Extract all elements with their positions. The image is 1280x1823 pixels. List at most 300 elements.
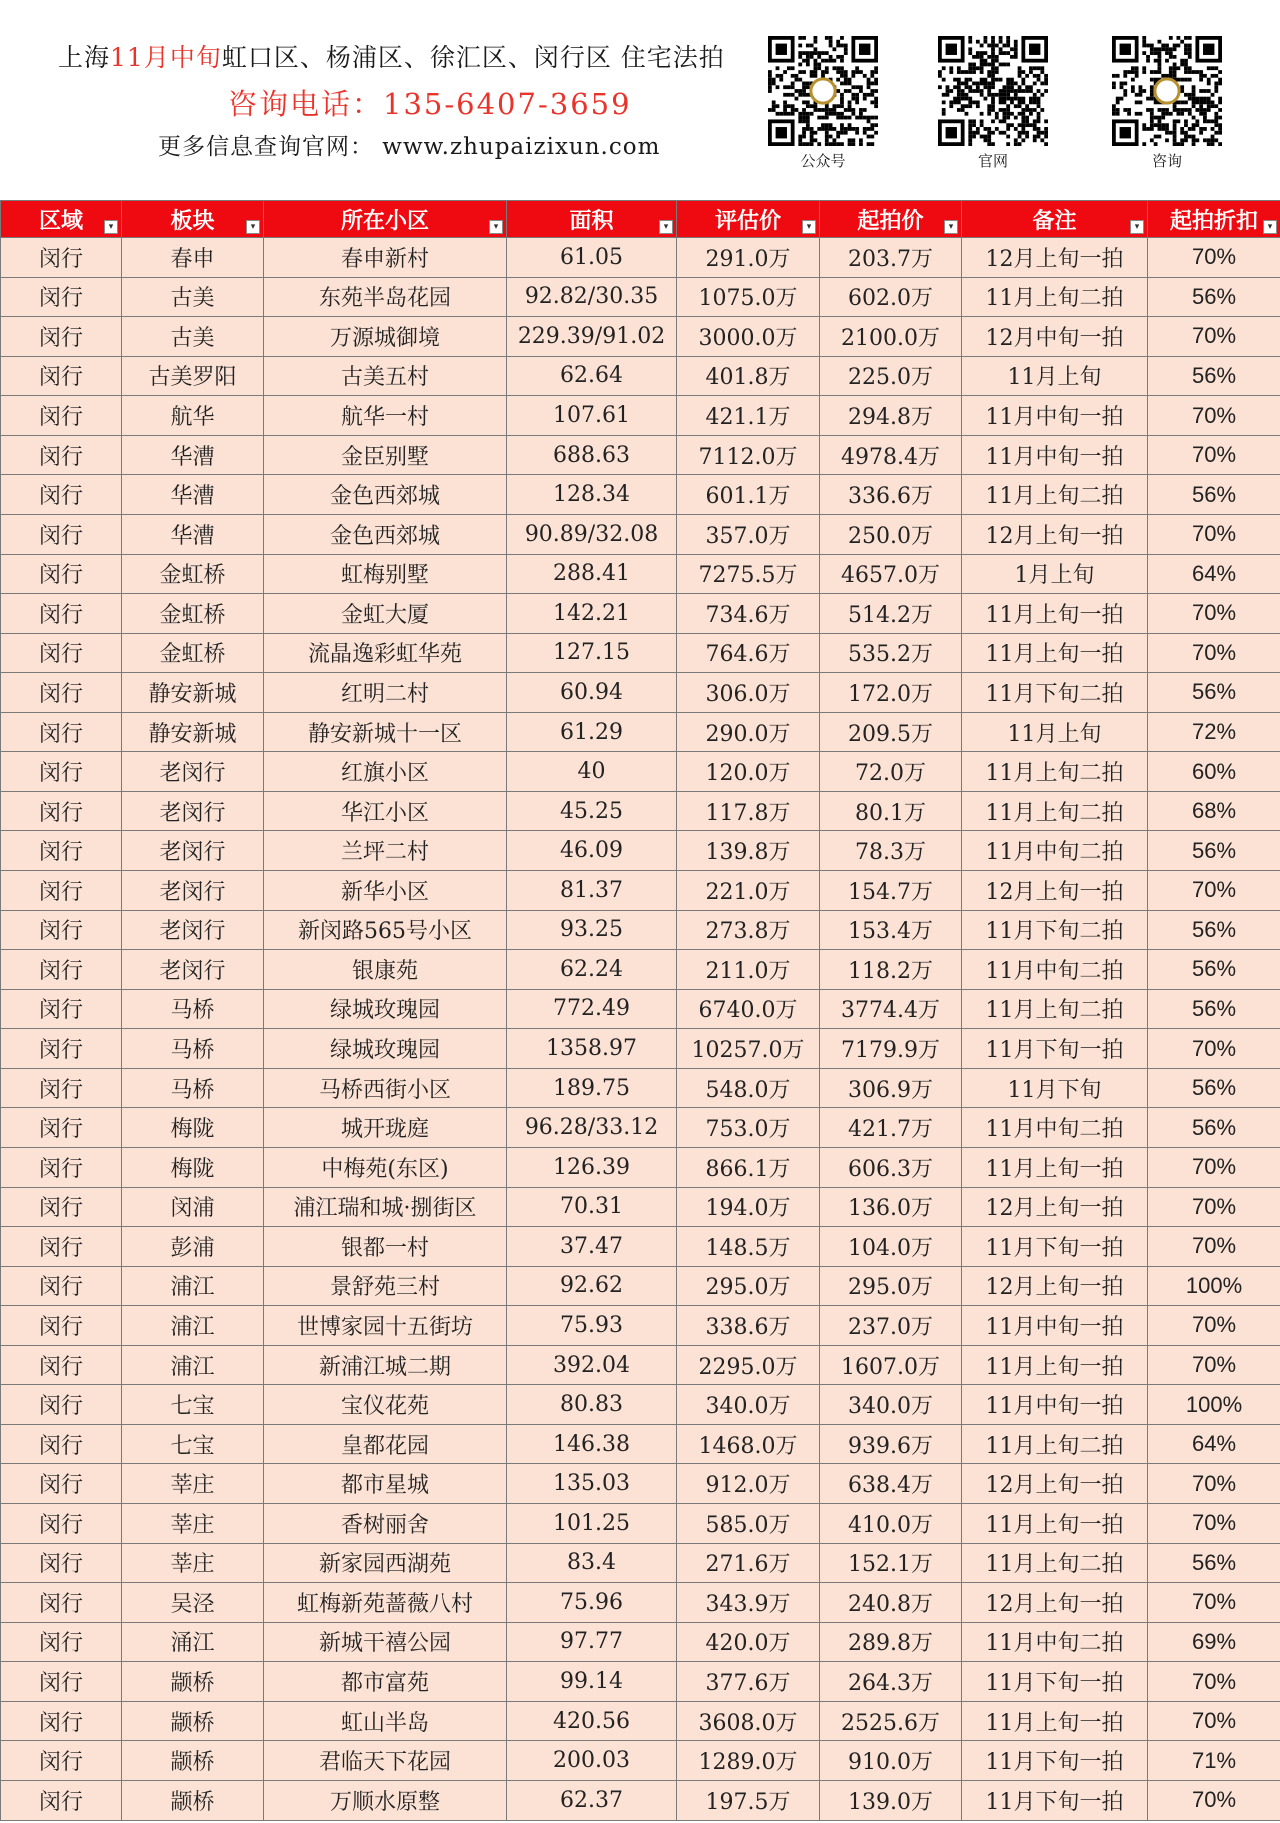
cell-notes: 11月上旬一拍 <box>962 1701 1148 1741</box>
cell-appraisal: 548.0万 <box>677 1068 820 1108</box>
cell-district: 闵行 <box>1 1464 122 1504</box>
column-header-district[interactable] <box>1 201 122 238</box>
table-row[interactable] <box>1 1662 1280 1702</box>
cell-notes: 12月上旬一拍 <box>962 1464 1148 1504</box>
cell-block: 老闵行 <box>122 752 264 792</box>
column-header-starting-price[interactable] <box>820 201 962 238</box>
cell-block: 静安新城 <box>122 712 264 752</box>
cell-discount: 72% <box>1148 712 1280 752</box>
cell-community: 城开珑庭 <box>264 1108 507 1148</box>
page-title <box>58 38 725 74</box>
cell-community: 航华一村 <box>264 396 507 436</box>
table-row[interactable] <box>1 1266 1280 1306</box>
cell-notes: 11月下旬二拍 <box>962 910 1148 950</box>
column-header-label: 起拍价 <box>857 208 924 234</box>
filter-dropdown-icon[interactable]: ▾ <box>104 220 118 234</box>
cell-block: 莘庄 <box>122 1543 264 1583</box>
cell-appraisal: 148.5万 <box>677 1227 820 1267</box>
table-row[interactable] <box>1 514 1280 554</box>
cell-community: 虹梅别墅 <box>264 554 507 594</box>
cell-notes: 11月中旬一拍 <box>962 435 1148 475</box>
cell-notes: 11月下旬一拍 <box>962 1741 1148 1781</box>
cell-discount: 70% <box>1148 1662 1280 1702</box>
cell-notes: 11月中旬二拍 <box>962 1108 1148 1148</box>
website-line[interactable]: 更多信息查询官网： www.zhupaizixun.com <box>158 134 661 160</box>
cell-discount: 70% <box>1148 1504 1280 1544</box>
cell-starting-price: 606.3万 <box>820 1147 962 1187</box>
cell-appraisal: 306.0万 <box>677 673 820 713</box>
column-header-area[interactable] <box>507 201 677 238</box>
cell-discount: 71% <box>1148 1741 1280 1781</box>
cell-block: 七宝 <box>122 1424 264 1464</box>
cell-appraisal: 295.0万 <box>677 1266 820 1306</box>
cell-starting-price: 153.4万 <box>820 910 962 950</box>
cell-area: 92.82/30.35 <box>507 277 677 317</box>
cell-discount: 100% <box>1148 1266 1280 1306</box>
qr-code-icon[interactable] <box>938 36 1048 146</box>
cell-district: 闵行 <box>1 554 122 594</box>
filter-dropdown-icon[interactable]: ▾ <box>1130 220 1144 234</box>
cell-discount: 70% <box>1148 396 1280 436</box>
cell-discount: 70% <box>1148 1029 1280 1069</box>
cell-community: 中梅苑(东区) <box>264 1147 507 1187</box>
cell-block: 古美 <box>122 277 264 317</box>
cell-district: 闵行 <box>1 989 122 1029</box>
cell-discount: 64% <box>1148 554 1280 594</box>
qr-label-website: 官网 <box>977 152 1008 170</box>
cell-appraisal: 3608.0万 <box>677 1701 820 1741</box>
cell-district: 闵行 <box>1 1385 122 1425</box>
cell-starting-price: 421.7万 <box>820 1108 962 1148</box>
cell-discount: 56% <box>1148 1068 1280 1108</box>
table-row[interactable] <box>1 950 1280 990</box>
cell-discount: 70% <box>1148 1306 1280 1346</box>
cell-district: 闵行 <box>1 514 122 554</box>
column-header-discount[interactable] <box>1148 201 1280 238</box>
cell-discount: 56% <box>1148 910 1280 950</box>
cell-area: 75.93 <box>507 1306 677 1346</box>
cell-district: 闵行 <box>1 633 122 673</box>
cell-community: 银康苑 <box>264 950 507 990</box>
cell-area: 80.83 <box>507 1385 677 1425</box>
qr-label-official-account: 公众号 <box>800 152 846 170</box>
cell-block: 华漕 <box>122 435 264 475</box>
cell-appraisal: 291.0万 <box>677 238 820 278</box>
cell-district: 闵行 <box>1 396 122 436</box>
cell-area: 40 <box>507 752 677 792</box>
cell-district: 闵行 <box>1 1029 122 1069</box>
cell-discount: 70% <box>1148 594 1280 634</box>
table-row[interactable] <box>1 554 1280 594</box>
cell-area: 81.37 <box>507 871 677 911</box>
cell-district: 闵行 <box>1 673 122 713</box>
cell-appraisal: 764.6万 <box>677 633 820 673</box>
column-header-label: 面积 <box>569 208 614 234</box>
cell-notes: 11月上旬二拍 <box>962 752 1148 792</box>
cell-community: 世博家园十五街坊 <box>264 1306 507 1346</box>
table-row[interactable] <box>1 1504 1280 1544</box>
cell-area: 392.04 <box>507 1345 677 1385</box>
cell-block: 颛桥 <box>122 1662 264 1702</box>
cell-block: 金虹桥 <box>122 554 264 594</box>
cell-discount: 56% <box>1148 673 1280 713</box>
cell-notes: 11月中旬二拍 <box>962 831 1148 871</box>
cell-discount: 70% <box>1148 871 1280 911</box>
cell-area: 83.4 <box>507 1543 677 1583</box>
cell-starting-price: 240.8万 <box>820 1583 962 1623</box>
cell-discount: 70% <box>1148 435 1280 475</box>
cell-discount: 70% <box>1148 1583 1280 1623</box>
cell-notes: 11月上旬二拍 <box>962 989 1148 1029</box>
cell-community: 宝仪花苑 <box>264 1385 507 1425</box>
table-row[interactable] <box>1 1068 1280 1108</box>
cell-block: 闵浦 <box>122 1187 264 1227</box>
cell-starting-price: 514.2万 <box>820 594 962 634</box>
cell-district: 闵行 <box>1 791 122 831</box>
cell-appraisal: 1468.0万 <box>677 1424 820 1464</box>
cell-block: 春申 <box>122 238 264 278</box>
cell-discount: 56% <box>1148 1543 1280 1583</box>
cell-area: 189.75 <box>507 1068 677 1108</box>
table-row[interactable] <box>1 1780 1280 1820</box>
page-header <box>0 0 1280 200</box>
cell-community: 都市星城 <box>264 1464 507 1504</box>
cell-block: 金虹桥 <box>122 633 264 673</box>
cell-community: 景舒苑三村 <box>264 1266 507 1306</box>
cell-district: 闵行 <box>1 1306 122 1346</box>
cell-area: 229.39/91.02 <box>507 317 677 357</box>
cell-appraisal: 221.0万 <box>677 871 820 911</box>
table-row[interactable] <box>1 673 1280 713</box>
cell-notes: 11月上旬二拍 <box>962 475 1148 515</box>
cell-appraisal: 340.0万 <box>677 1385 820 1425</box>
table-row[interactable] <box>1 633 1280 673</box>
cell-community: 绿城玫瑰园 <box>264 989 507 1029</box>
cell-community: 新浦江城二期 <box>264 1345 507 1385</box>
cell-notes: 11月上旬二拍 <box>962 1424 1148 1464</box>
filter-dropdown-icon[interactable]: ▾ <box>246 220 260 234</box>
table-row[interactable] <box>1 475 1280 515</box>
column-header-block[interactable] <box>122 201 264 238</box>
cell-block: 莘庄 <box>122 1464 264 1504</box>
cell-appraisal: 197.5万 <box>677 1780 820 1820</box>
column-header-notes[interactable] <box>962 201 1148 238</box>
cell-appraisal: 1075.0万 <box>677 277 820 317</box>
cell-appraisal: 2295.0万 <box>677 1345 820 1385</box>
cell-district: 闵行 <box>1 950 122 990</box>
filter-dropdown-icon[interactable]: ▾ <box>944 220 958 234</box>
cell-discount: 56% <box>1148 989 1280 1029</box>
cell-district: 闵行 <box>1 1147 122 1187</box>
table-row[interactable] <box>1 791 1280 831</box>
cell-appraisal: 10257.0万 <box>677 1029 820 1069</box>
cell-district: 闵行 <box>1 1583 122 1623</box>
cell-appraisal: 585.0万 <box>677 1504 820 1544</box>
cell-area: 62.64 <box>507 356 677 396</box>
cell-block: 吴泾 <box>122 1583 264 1623</box>
cell-notes: 11月中旬一拍 <box>962 396 1148 436</box>
cell-starting-price: 4657.0万 <box>820 554 962 594</box>
cell-block: 浦江 <box>122 1266 264 1306</box>
table-row[interactable] <box>1 910 1280 950</box>
cell-notes: 11月中旬二拍 <box>962 1622 1148 1662</box>
cell-block: 华漕 <box>122 514 264 554</box>
cell-community: 虹山半岛 <box>264 1701 507 1741</box>
table-row[interactable] <box>1 1543 1280 1583</box>
cell-district: 闵行 <box>1 1108 122 1148</box>
table-row[interactable] <box>1 1108 1280 1148</box>
cell-area: 61.05 <box>507 238 677 278</box>
cell-block: 老闵行 <box>122 871 264 911</box>
cell-block: 马桥 <box>122 1029 264 1069</box>
cell-discount: 70% <box>1148 317 1280 357</box>
filter-dropdown-icon[interactable]: ▾ <box>1263 220 1277 234</box>
cell-starting-price: 295.0万 <box>820 1266 962 1306</box>
cell-discount: 70% <box>1148 1780 1280 1820</box>
cell-area: 126.39 <box>507 1147 677 1187</box>
table-row[interactable] <box>1 1227 1280 1267</box>
cell-block: 古美罗阳 <box>122 356 264 396</box>
table-row[interactable] <box>1 277 1280 317</box>
cell-starting-price: 264.3万 <box>820 1662 962 1702</box>
cell-area: 128.34 <box>507 475 677 515</box>
cell-community: 华江小区 <box>264 791 507 831</box>
table-row[interactable] <box>1 871 1280 911</box>
table-row[interactable] <box>1 594 1280 634</box>
cell-notes: 12月中旬一拍 <box>962 317 1148 357</box>
cell-community: 流晶逸彩虹华苑 <box>264 633 507 673</box>
cell-discount: 70% <box>1148 238 1280 278</box>
table-row[interactable] <box>1 1622 1280 1662</box>
cell-area: 96.28/33.12 <box>507 1108 677 1148</box>
cell-area: 107.61 <box>507 396 677 436</box>
cell-area: 135.03 <box>507 1464 677 1504</box>
table-row[interactable] <box>1 1029 1280 1069</box>
cell-starting-price: 289.8万 <box>820 1622 962 1662</box>
cell-block: 马桥 <box>122 989 264 1029</box>
cell-appraisal: 866.1万 <box>677 1147 820 1187</box>
cell-notes: 11月下旬一拍 <box>962 1662 1148 1702</box>
cell-district: 闵行 <box>1 277 122 317</box>
cell-discount: 70% <box>1148 1345 1280 1385</box>
table-row[interactable] <box>1 1187 1280 1227</box>
table-row[interactable] <box>1 1464 1280 1504</box>
cell-community: 新家园西湖苑 <box>264 1543 507 1583</box>
table-header-row <box>1 201 1280 238</box>
cell-area: 1358.97 <box>507 1029 677 1069</box>
cell-district: 闵行 <box>1 871 122 911</box>
cell-notes: 11月中旬二拍 <box>962 950 1148 990</box>
cell-block: 颛桥 <box>122 1741 264 1781</box>
cell-appraisal: 290.0万 <box>677 712 820 752</box>
cell-starting-price: 340.0万 <box>820 1385 962 1425</box>
cell-district: 闵行 <box>1 831 122 871</box>
cell-community: 新城干禧公园 <box>264 1622 507 1662</box>
cell-appraisal: 401.8万 <box>677 356 820 396</box>
cell-discount: 56% <box>1148 1108 1280 1148</box>
cell-notes: 11月下旬一拍 <box>962 1780 1148 1820</box>
column-header-community[interactable] <box>264 201 507 238</box>
table-row[interactable] <box>1 317 1280 357</box>
cell-starting-price: 410.0万 <box>820 1504 962 1544</box>
cell-district: 闵行 <box>1 1780 122 1820</box>
cell-starting-price: 638.4万 <box>820 1464 962 1504</box>
cell-block: 老闵行 <box>122 910 264 950</box>
column-header-label: 起拍折扣 <box>1169 208 1258 234</box>
cell-area: 75.96 <box>507 1583 677 1623</box>
filter-dropdown-icon[interactable]: ▾ <box>659 220 673 234</box>
cell-starting-price: 78.3万 <box>820 831 962 871</box>
cell-notes: 12月上旬一拍 <box>962 514 1148 554</box>
cell-notes: 11月上旬二拍 <box>962 277 1148 317</box>
cell-notes: 11月上旬 <box>962 712 1148 752</box>
cell-appraisal: 420.0万 <box>677 1622 820 1662</box>
cell-discount: 64% <box>1148 1424 1280 1464</box>
table-body <box>1 238 1280 1821</box>
cell-area: 99.14 <box>507 1662 677 1702</box>
cell-community: 银都一村 <box>264 1227 507 1267</box>
cell-appraisal: 194.0万 <box>677 1187 820 1227</box>
cell-community: 皇都花园 <box>264 1424 507 1464</box>
cell-discount: 70% <box>1148 633 1280 673</box>
filter-dropdown-icon[interactable]: ▾ <box>489 220 503 234</box>
cell-notes: 11月上旬一拍 <box>962 1345 1148 1385</box>
cell-appraisal: 139.8万 <box>677 831 820 871</box>
cell-appraisal: 421.1万 <box>677 396 820 436</box>
cell-notes: 11月下旬 <box>962 1068 1148 1108</box>
cell-area: 200.03 <box>507 1741 677 1781</box>
cell-appraisal: 343.9万 <box>677 1583 820 1623</box>
cell-area: 60.94 <box>507 673 677 713</box>
cell-community: 马桥西街小区 <box>264 1068 507 1108</box>
table-row[interactable] <box>1 712 1280 752</box>
cell-starting-price: 209.5万 <box>820 712 962 752</box>
cell-notes: 11月中旬一拍 <box>962 1306 1148 1346</box>
cell-starting-price: 72.0万 <box>820 752 962 792</box>
cell-starting-price: 4978.4万 <box>820 435 962 475</box>
cell-notes: 12月上旬一拍 <box>962 238 1148 278</box>
cell-district: 闵行 <box>1 752 122 792</box>
table-row[interactable] <box>1 831 1280 871</box>
table-row[interactable] <box>1 1583 1280 1623</box>
table-row[interactable] <box>1 1345 1280 1385</box>
cell-community: 东苑半岛花园 <box>264 277 507 317</box>
cell-community: 香树丽舍 <box>264 1504 507 1544</box>
cell-community: 绿城玫瑰园 <box>264 1029 507 1069</box>
cell-appraisal: 601.1万 <box>677 475 820 515</box>
cell-appraisal: 912.0万 <box>677 1464 820 1504</box>
cell-block: 老闵行 <box>122 950 264 990</box>
cell-block: 涌江 <box>122 1622 264 1662</box>
cell-district: 闵行 <box>1 1741 122 1781</box>
cell-notes: 11月下旬一拍 <box>962 1227 1148 1267</box>
cell-community: 红明二村 <box>264 673 507 713</box>
cell-starting-price: 910.0万 <box>820 1741 962 1781</box>
cell-block: 马桥 <box>122 1068 264 1108</box>
cell-appraisal: 338.6万 <box>677 1306 820 1346</box>
cell-district: 闵行 <box>1 1187 122 1227</box>
table-row[interactable] <box>1 435 1280 475</box>
cell-appraisal: 7275.5万 <box>677 554 820 594</box>
cell-area: 101.25 <box>507 1504 677 1544</box>
column-header-appraisal[interactable] <box>677 201 820 238</box>
table-row[interactable] <box>1 1741 1280 1781</box>
cell-starting-price: 294.8万 <box>820 396 962 436</box>
cell-appraisal: 273.8万 <box>677 910 820 950</box>
table-row[interactable] <box>1 989 1280 1029</box>
cell-district: 闵行 <box>1 238 122 278</box>
cell-community: 静安新城十一区 <box>264 712 507 752</box>
cell-notes: 12月上旬一拍 <box>962 1266 1148 1306</box>
filter-dropdown-icon[interactable]: ▾ <box>802 220 816 234</box>
cell-community: 金臣别墅 <box>264 435 507 475</box>
table-row[interactable] <box>1 1424 1280 1464</box>
column-header-label: 区域 <box>38 208 83 234</box>
cell-starting-price: 104.0万 <box>820 1227 962 1267</box>
cell-starting-price: 225.0万 <box>820 356 962 396</box>
cell-discount: 56% <box>1148 950 1280 990</box>
cell-starting-price: 306.9万 <box>820 1068 962 1108</box>
table-row[interactable] <box>1 1306 1280 1346</box>
cell-area: 46.09 <box>507 831 677 871</box>
cell-starting-price: 172.0万 <box>820 673 962 713</box>
cell-block: 静安新城 <box>122 673 264 713</box>
table-row[interactable] <box>1 396 1280 436</box>
cell-discount: 70% <box>1148 1187 1280 1227</box>
cell-notes: 12月上旬一拍 <box>962 1187 1148 1227</box>
cell-starting-price: 1607.0万 <box>820 1345 962 1385</box>
cell-discount: 56% <box>1148 831 1280 871</box>
cell-community: 金色西郊城 <box>264 514 507 554</box>
cell-notes: 12月上旬一拍 <box>962 871 1148 911</box>
table-row[interactable] <box>1 1701 1280 1741</box>
cell-notes: 11月下旬一拍 <box>962 1029 1148 1069</box>
cell-discount: 70% <box>1148 1227 1280 1267</box>
qr-code-icon[interactable] <box>1112 36 1222 146</box>
cell-district: 闵行 <box>1 594 122 634</box>
cell-community: 春申新村 <box>264 238 507 278</box>
table-row[interactable] <box>1 238 1280 278</box>
cell-notes: 11月上旬一拍 <box>962 1504 1148 1544</box>
cell-discount: 56% <box>1148 277 1280 317</box>
cell-block: 梅陇 <box>122 1108 264 1148</box>
cell-block: 老闵行 <box>122 791 264 831</box>
cell-appraisal: 211.0万 <box>677 950 820 990</box>
table-row[interactable] <box>1 1147 1280 1187</box>
table-row[interactable] <box>1 1385 1280 1425</box>
cell-community: 兰坪二村 <box>264 831 507 871</box>
cell-starting-price: 154.7万 <box>820 871 962 911</box>
cell-discount: 68% <box>1148 791 1280 831</box>
cell-starting-price: 80.1万 <box>820 791 962 831</box>
cell-area: 37.47 <box>507 1227 677 1267</box>
cell-discount: 69% <box>1148 1622 1280 1662</box>
cell-appraisal: 6740.0万 <box>677 989 820 1029</box>
cell-district: 闵行 <box>1 1622 122 1662</box>
cell-appraisal: 120.0万 <box>677 752 820 792</box>
title-suffix: 虹口区、杨浦区、徐汇区、闵行区 住宅法拍 <box>221 43 725 72</box>
table-row[interactable] <box>1 752 1280 792</box>
cell-community: 万源城御境 <box>264 317 507 357</box>
cell-area: 97.77 <box>507 1622 677 1662</box>
cell-area: 62.24 <box>507 950 677 990</box>
qr-code-icon[interactable] <box>768 36 878 146</box>
cell-area: 127.15 <box>507 633 677 673</box>
table-row[interactable] <box>1 356 1280 396</box>
cell-block: 梅陇 <box>122 1147 264 1187</box>
cell-starting-price: 336.6万 <box>820 475 962 515</box>
cell-starting-price: 136.0万 <box>820 1187 962 1227</box>
